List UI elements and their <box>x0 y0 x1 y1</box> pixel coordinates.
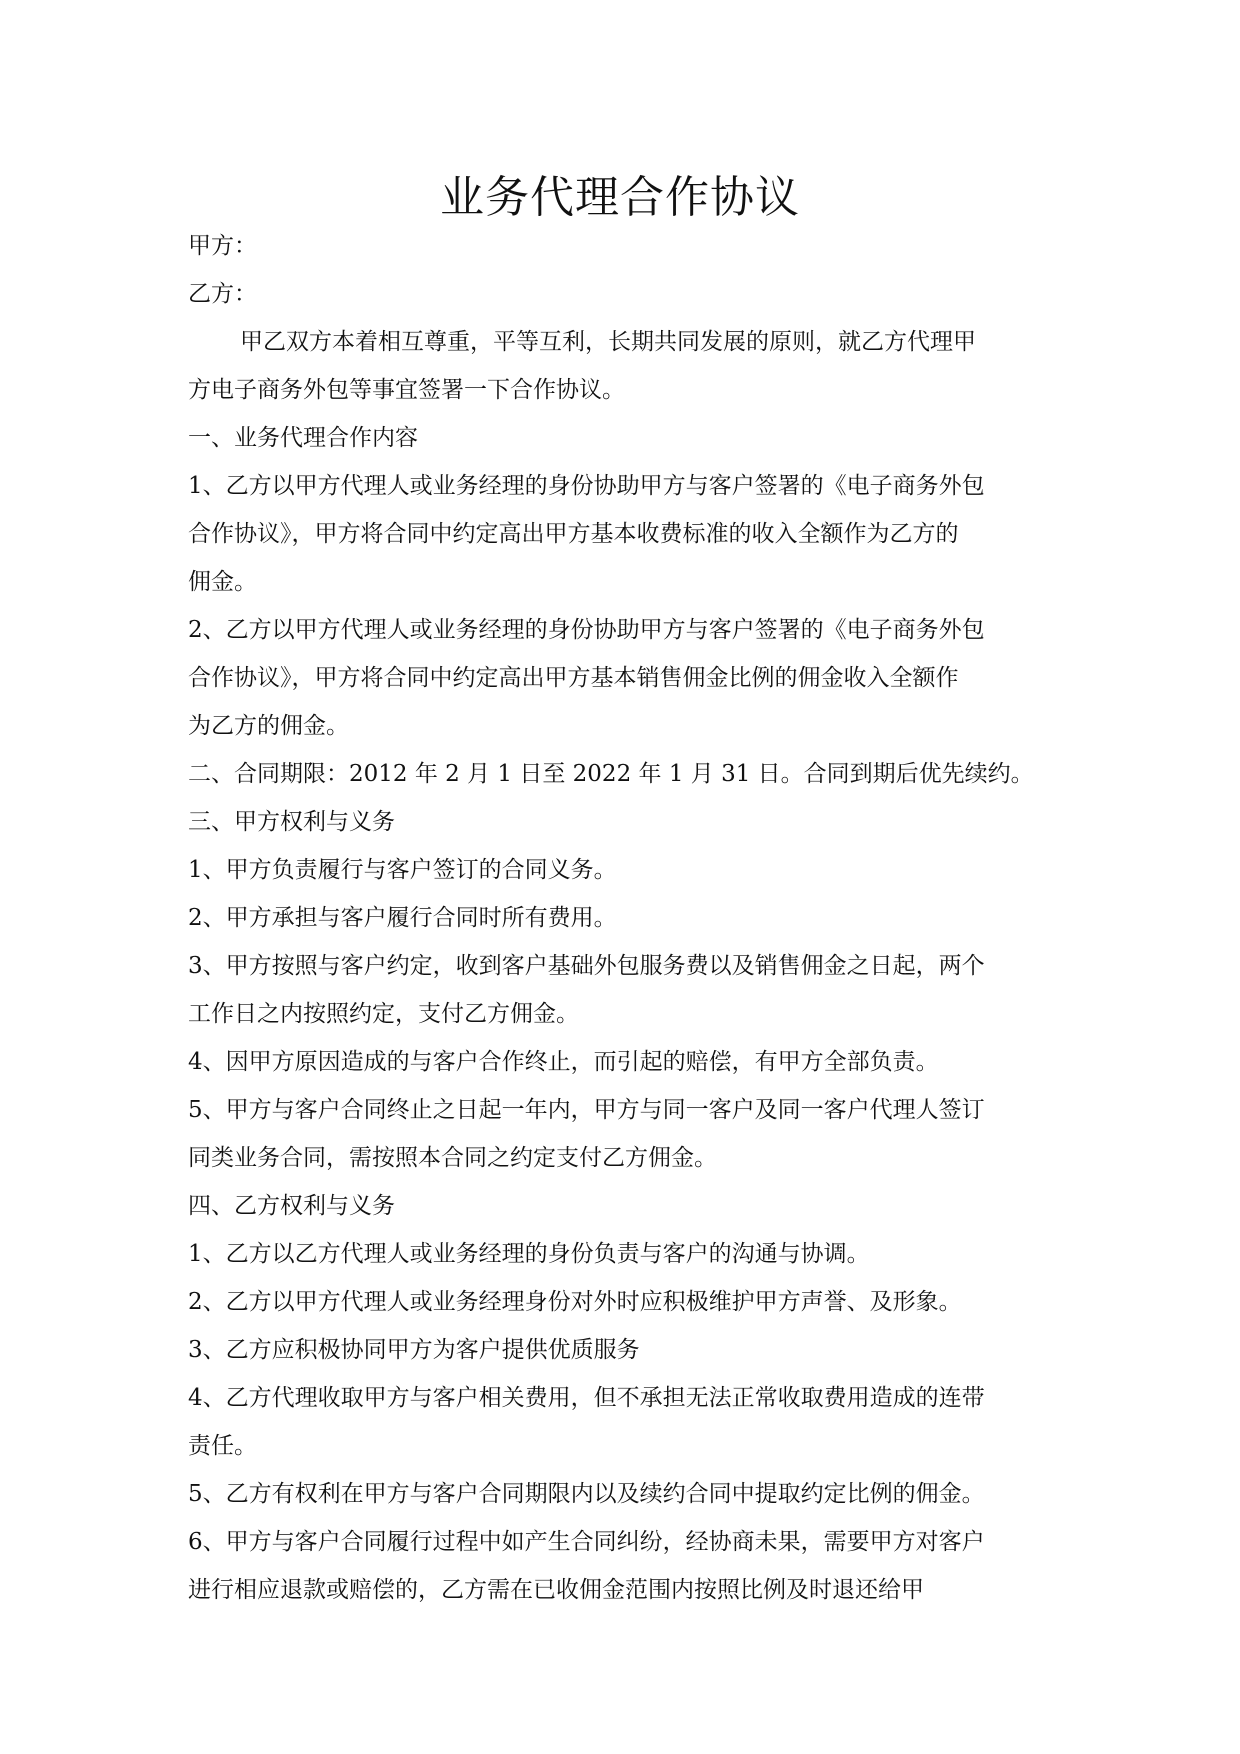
section-heading: 一、业务代理合作内容 <box>188 425 418 451</box>
section-heading: 二、合同期限：2012 年 2 月 1 日至 2022 年 1 月 31 日。合同到期后优先续约。 <box>188 761 1034 787</box>
clause-line: 5、甲方与客户合同终止之日起一年内，甲方与同一客户及同一客户代理人签订 <box>188 1097 985 1123</box>
party-b-line: 乙方： <box>188 281 257 307</box>
section-heading: 四、乙方权利与义务 <box>188 1193 395 1219</box>
clause-line: 6、甲方与客户合同履行过程中如产生合同纠纷，经协商未果，需要甲方对客户 <box>188 1529 985 1555</box>
clause-line: 同类业务合同，需按照本合同之约定支付乙方佣金。 <box>188 1145 717 1171</box>
clause-line: 责任。 <box>188 1433 257 1459</box>
clause-line: 2、甲方承担与客户履行合同时所有费用。 <box>188 905 617 931</box>
clause-line: 合作协议》，甲方将合同中约定高出甲方基本收费标准的收入全额作为乙方的 <box>188 521 959 547</box>
clause-line: 3、甲方按照与客户约定，收到客户基础外包服务费以及销售佣金之日起，两个 <box>188 953 985 979</box>
clause-line: 佣金。 <box>188 569 257 595</box>
clause-line: 进行相应退款或赔偿的，乙方需在已收佣金范围内按照比例及时退还给甲 <box>188 1577 924 1603</box>
section-heading: 三、甲方权利与义务 <box>188 809 395 835</box>
clause-line: 1、甲方负责履行与客户签订的合同义务。 <box>188 857 617 883</box>
document-title: 业务代理合作协议 <box>440 172 800 223</box>
document-body <box>188 222 1054 1614</box>
clause-line: 1、乙方以乙方代理人或业务经理的身份负责与客户的沟通与协调。 <box>188 1241 870 1267</box>
clause-line: 5、乙方有权利在甲方与客户合同期限内以及续约合同中提取约定比例的佣金。 <box>188 1481 985 1507</box>
clause-line: 4、乙方代理收取甲方与客户相关费用，但不承担无法正常收取费用造成的连带 <box>188 1385 985 1411</box>
preamble-line: 方电子商务外包等事宜签署一下合作协议。 <box>188 377 625 403</box>
clause-line: 1、乙方以甲方代理人或业务经理的身份协助甲方与客户签署的《电子商务外包 <box>188 473 985 499</box>
preamble-line: 甲乙双方本着相互尊重，平等互利，长期共同发展的原则，就乙方代理甲 <box>240 329 976 355</box>
clause-line: 为乙方的佣金。 <box>188 713 349 739</box>
party-a-line: 甲方： <box>188 233 257 259</box>
clause-line: 合作协议》，甲方将合同中约定高出甲方基本销售佣金比例的佣金收入全额作 <box>188 665 959 691</box>
clause-line: 工作日之内按照约定，支付乙方佣金。 <box>188 1001 579 1027</box>
clause-line: 2、乙方以甲方代理人或业务经理的身份协助甲方与客户签署的《电子商务外包 <box>188 617 985 643</box>
clause-line: 4、因甲方原因造成的与客户合作终止，而引起的赔偿，有甲方全部负责。 <box>188 1049 939 1075</box>
clause-line: 2、乙方以甲方代理人或业务经理身份对外时应积极维护甲方声誉、及形象。 <box>188 1289 962 1315</box>
clause-line: 3、乙方应积极协同甲方为客户提供优质服务 <box>188 1337 640 1363</box>
